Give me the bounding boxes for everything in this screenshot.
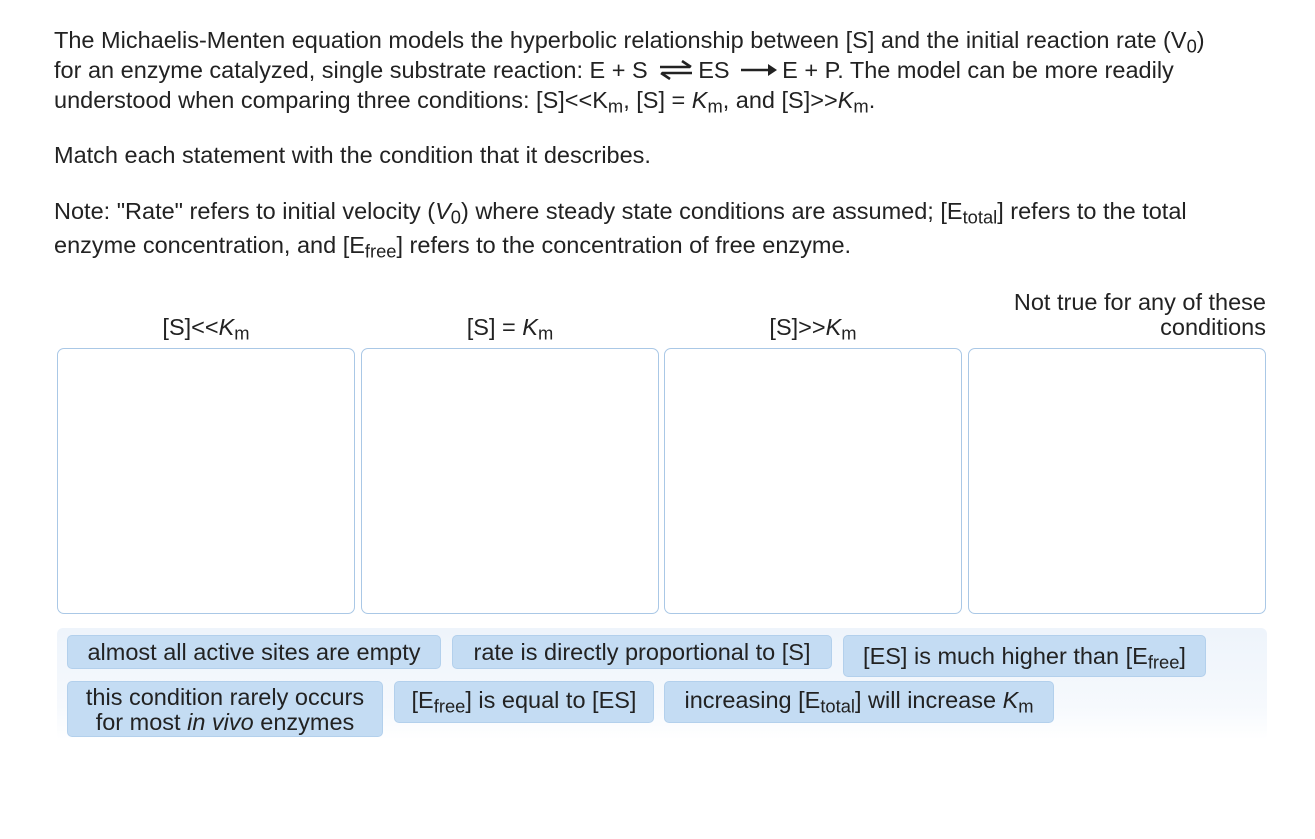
chip-text: enzymes bbox=[253, 709, 355, 735]
chip-efree-equals-es[interactable] bbox=[394, 681, 654, 723]
subscript: m bbox=[853, 95, 869, 117]
chip-label: ] will increase bbox=[854, 687, 1003, 713]
note-text: ] refers to the total bbox=[997, 198, 1187, 224]
intro-text: . bbox=[868, 87, 876, 113]
instruction-text bbox=[54, 140, 651, 170]
chip-label: [E bbox=[411, 687, 434, 713]
intro-text: , and [S]>> bbox=[722, 87, 838, 113]
intro-line-2 bbox=[54, 55, 1294, 85]
header-text: Not true for any of these bbox=[1013, 289, 1266, 315]
column-header-high-s bbox=[664, 296, 962, 344]
note-text: enzyme concentration, and [E bbox=[54, 232, 365, 258]
column-header-none bbox=[968, 290, 1266, 340]
chip-etotal-increase-km[interactable] bbox=[664, 681, 1054, 723]
subscript: 0 bbox=[450, 206, 461, 228]
chip-label: [ES] is much higher than [E bbox=[863, 643, 1148, 669]
header-text: [S]>> bbox=[769, 314, 826, 340]
drop-zone-none[interactable] bbox=[968, 348, 1266, 614]
chip-label: this condition rarely occurs bbox=[85, 684, 365, 710]
drop-zone-high-s[interactable] bbox=[664, 348, 962, 614]
chip-es-higher-than-efree[interactable] bbox=[843, 635, 1206, 677]
chip-label: almost all active sites are empty bbox=[87, 639, 421, 665]
forward-arrow-icon bbox=[740, 63, 778, 77]
intro-text: The Michaelis-Menten equation models the hyperbolic relationship between [S] and the initial reaction rate (V bbox=[54, 27, 1187, 53]
equilibrium-arrows-icon bbox=[658, 60, 694, 80]
subscript: free bbox=[433, 695, 466, 717]
note-text: ) where steady state conditions are assumed; [E bbox=[460, 198, 963, 224]
note-line-2 bbox=[54, 228, 1284, 262]
italic-k: K bbox=[825, 314, 842, 340]
subscript: m bbox=[841, 322, 857, 344]
intro-text: for an enzyme catalyzed, single substrate reaction: E + S bbox=[54, 57, 648, 83]
intro-text: , [S] = bbox=[623, 87, 692, 113]
subscript: 0 bbox=[1186, 35, 1197, 57]
chip-italic-text: in vivo bbox=[187, 709, 254, 735]
chip-label bbox=[78, 710, 372, 735]
note-text: ] refers to the concentration of free enzyme. bbox=[396, 232, 852, 258]
drop-zone-s-equals-km[interactable] bbox=[361, 348, 659, 614]
italic-k: K bbox=[522, 314, 538, 340]
intro-text: ) bbox=[1196, 27, 1205, 53]
header-text: [S] = bbox=[466, 314, 523, 340]
intro-text: E + P. The model can be more readily bbox=[782, 57, 1174, 83]
note-line-1 bbox=[54, 194, 1284, 228]
chip-active-sites-empty[interactable] bbox=[67, 635, 441, 669]
header-text: [S]<< bbox=[162, 314, 219, 340]
subscript: m bbox=[537, 322, 554, 344]
instruction-label: Match each statement with the condition that it describes. bbox=[54, 142, 651, 168]
drop-zone-low-s[interactable] bbox=[57, 348, 355, 614]
subscript: free bbox=[1147, 651, 1180, 673]
chip-label: ] bbox=[1179, 643, 1186, 669]
note-text: Note: "Rate" refers to initial velocity ( bbox=[54, 198, 436, 224]
header-text: conditions bbox=[1160, 314, 1266, 340]
subscript: m bbox=[234, 322, 250, 344]
subscript: m bbox=[607, 95, 624, 117]
intro-text: ES bbox=[698, 57, 730, 83]
chip-label: rate is directly proportional to [S] bbox=[473, 639, 811, 665]
subscript: free bbox=[364, 240, 397, 262]
column-header-low-s bbox=[57, 296, 355, 344]
italic-v: V bbox=[435, 198, 451, 224]
chip-label: increasing [E bbox=[684, 687, 821, 713]
note-paragraph bbox=[54, 194, 1284, 262]
chip-text: for most bbox=[95, 709, 188, 735]
subscript: total bbox=[820, 695, 855, 717]
intro-text: understood when comparing three conditions: [S]<<K bbox=[54, 87, 608, 113]
chip-rate-proportional[interactable] bbox=[452, 635, 832, 669]
italic-k: K bbox=[837, 87, 854, 113]
italic-k: K bbox=[1002, 687, 1019, 713]
italic-k: K bbox=[691, 87, 708, 113]
chip-rarely-occurs[interactable] bbox=[67, 681, 383, 737]
chip-label: ] is equal to [ES] bbox=[465, 687, 637, 713]
subscript: m bbox=[707, 95, 723, 117]
intro-line-1 bbox=[54, 25, 1294, 55]
intro-line-3 bbox=[54, 85, 1294, 115]
italic-k: K bbox=[218, 314, 235, 340]
column-header-s-equals-km bbox=[361, 296, 659, 344]
subscript: m bbox=[1018, 695, 1034, 717]
subscript: total bbox=[962, 206, 998, 228]
intro-paragraph bbox=[54, 25, 1294, 115]
